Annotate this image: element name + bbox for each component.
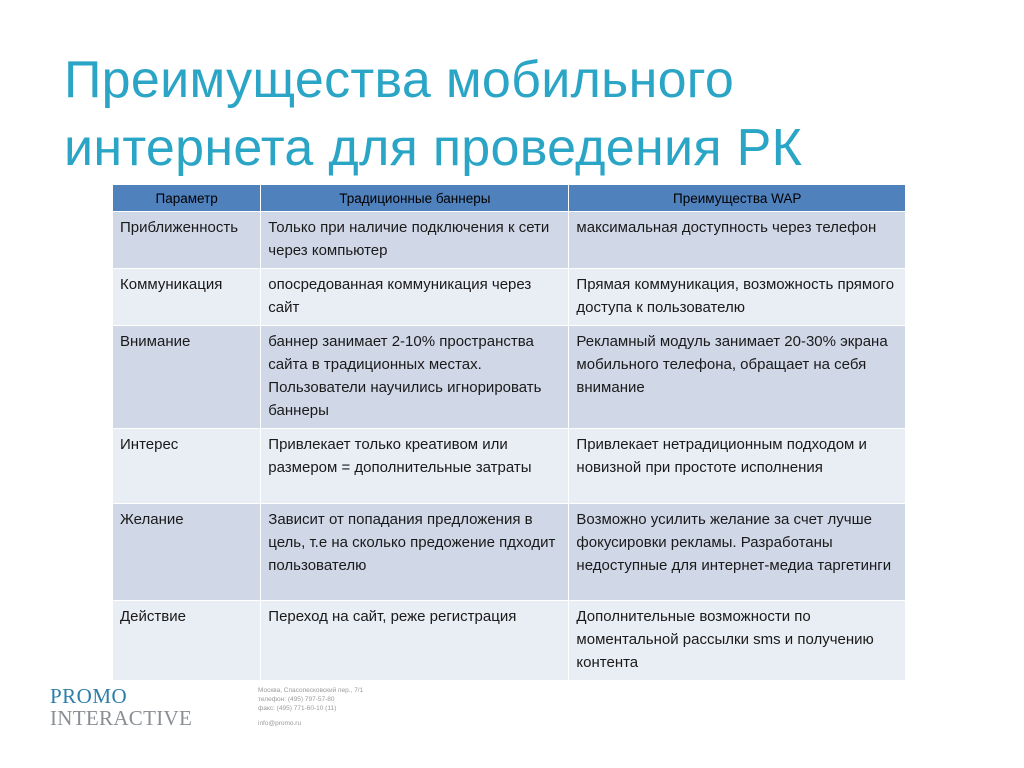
- table-row: [113, 212, 906, 269]
- cell-traditional: Привлекает только креативом или размером = дополнительные затраты: [261, 429, 569, 504]
- table-row: [113, 504, 906, 601]
- cell-parameter: Коммуникация: [113, 269, 261, 326]
- cell-traditional: Зависит от попадания предложения в цель, т.е на сколько предожение пдходит пользователю: [261, 504, 569, 601]
- cell-traditional: баннер занимает 2-10% пространства сайта в традиционных местах. Пользователи научились игнорировать баннеры: [261, 326, 569, 429]
- cell-parameter: Приближенность: [113, 212, 261, 269]
- footer-fax: факс: (495) 771-60-10 (11): [258, 705, 337, 712]
- cell-traditional: опосредованная коммуникация через сайт: [261, 269, 569, 326]
- cell-wap: Рекламный модуль занимает 20-30% экрана мобильного телефона, обращает на себя внимание: [569, 326, 906, 429]
- header-parameter: Параметр: [113, 185, 261, 212]
- cell-parameter: Действие: [113, 601, 261, 681]
- slide-title-line-2: интернета для проведения РК: [64, 119, 803, 177]
- footer-address: Москва, Спасопесковский пер., 7/1: [258, 687, 364, 694]
- slide-title-line-1: Преимущества мобильного: [64, 51, 735, 109]
- slide-title: [64, 46, 964, 182]
- promo-interactive-logo: [50, 685, 192, 729]
- header-wap-advantages: Преимущества WAP: [569, 185, 906, 212]
- cell-traditional: Переход на сайт, реже регистрация: [261, 601, 569, 681]
- cell-wap: Возможно усилить желание за счет лучше фокусировки рекламы. Разработаны недоступные для интернет-медиа таргетинги: [569, 504, 906, 601]
- table-header-row: [113, 185, 906, 212]
- logo-line-promo: PROMO: [50, 684, 128, 708]
- logo-line-interactive: INTERACTIVE: [50, 706, 193, 730]
- cell-wap: Привлекает нетрадиционным подходом и новизной при простоте исполнения: [569, 429, 906, 504]
- table-row: [113, 601, 906, 681]
- table-row: [113, 326, 906, 429]
- footer-contacts: [258, 686, 363, 728]
- table-row: [113, 269, 906, 326]
- table-row: [113, 429, 906, 504]
- cell-traditional: Только при наличие подключения к сети через компьютер: [261, 212, 569, 269]
- footer-phone: телефон: (495) 797-57-80: [258, 696, 335, 703]
- cell-parameter: Интерес: [113, 429, 261, 504]
- comparison-table: [112, 184, 906, 681]
- cell-parameter: Желание: [113, 504, 261, 601]
- cell-wap: максимальная доступность через телефон: [569, 212, 906, 269]
- cell-wap: Прямая коммуникация, возможность прямого доступа к пользователю: [569, 269, 906, 326]
- header-traditional-banners: Традиционные баннеры: [261, 185, 569, 212]
- cell-wap: Дополнительные возможности по моментальной рассылки sms и получению контента: [569, 601, 906, 681]
- footer-email: info@promo.ru: [258, 720, 302, 727]
- cell-parameter: Внимание: [113, 326, 261, 429]
